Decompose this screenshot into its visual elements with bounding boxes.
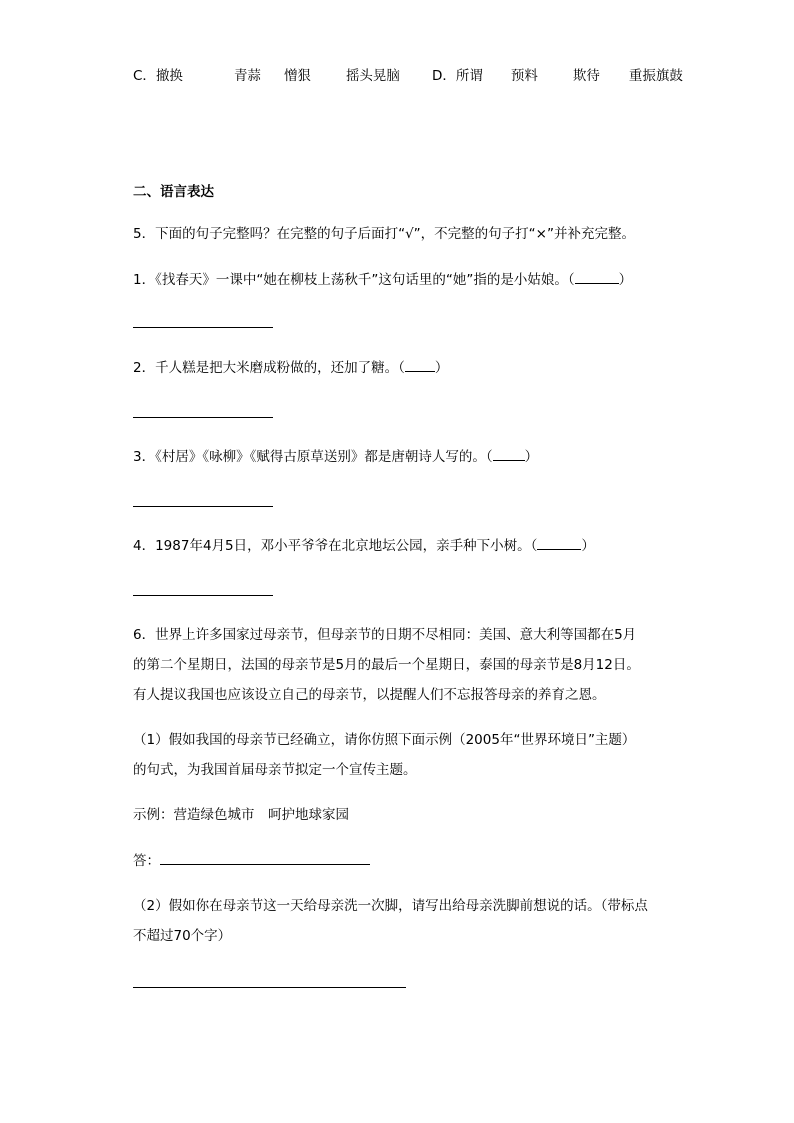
answer-label: 答： xyxy=(133,853,160,869)
option-d-word: 重振旗鼓 xyxy=(628,68,683,84)
item-close-paren: ） xyxy=(434,360,449,376)
sub-question-1: （1）假如我国的母亲节已经确立，请你仿照下面示例（2005年“世界环境日”主题） xyxy=(133,732,636,748)
item-text: 3．《村居》《咏柳》《赋得古原草送别》都是唐朝诗人写的。（ xyxy=(133,449,493,465)
option-d-word: 所谓 xyxy=(455,68,483,84)
option-c-word: 憎狠 xyxy=(283,68,311,84)
judgement-blank[interactable] xyxy=(575,269,619,284)
judgement-blank[interactable] xyxy=(537,535,581,550)
section-title: 二、语言表达 xyxy=(133,184,214,200)
option-d-word: 预料 xyxy=(510,68,538,84)
sub-question-1: 的句式，为我国首届母亲节拟定一个宣传主题。 xyxy=(133,762,417,778)
option-d-word: 欺待 xyxy=(572,68,600,84)
question-5-item-4 xyxy=(133,535,595,556)
judgement-blank[interactable] xyxy=(405,357,435,372)
answer-line[interactable] xyxy=(133,506,273,507)
question-6-text: 6．世界上许多国家过母亲节，但母亲节的日期不尽相同：美国、意大利等国都在5月 xyxy=(133,627,637,643)
example-text: 示例：营造绿色城市 呵护地球家园 xyxy=(133,807,349,823)
option-d-label: D． xyxy=(431,68,456,84)
question-6-text: 的第二个星期日，法国的母亲节是5月的最后一个星期日，泰国的母亲节是8月12日。 xyxy=(133,657,640,673)
option-c-word: 青蒜 xyxy=(233,68,261,84)
question-6-text: 有人提议我国也应该设立自己的母亲节，以提醒人们不忘报答母亲的养育之恩。 xyxy=(133,687,606,703)
options-row xyxy=(133,66,683,86)
answer-input-line[interactable] xyxy=(160,850,370,865)
sub-question-2: 不超过70个字） xyxy=(133,928,232,944)
item-text: 2．千人糕是把大米磨成粉做的，还加了糖。（ xyxy=(133,360,405,376)
item-close-paren: ） xyxy=(581,538,595,554)
sub-question-2: （2）假如你在母亲节这一天给母亲洗一次脚，请写出给母亲洗脚前想说的话。（带标点 xyxy=(133,898,648,914)
option-c-label: C． xyxy=(133,68,156,84)
answer-line[interactable] xyxy=(133,595,273,596)
question-5-item-3 xyxy=(133,446,538,467)
judgement-blank[interactable] xyxy=(493,446,525,461)
item-text: 4．1987年4月5日，邓小平爷爷在北京地坛公园，亲手种下小树。（ xyxy=(133,538,538,554)
answer-line[interactable] xyxy=(133,987,406,988)
item-close-paren: ） xyxy=(618,272,633,288)
question-5-item-2 xyxy=(133,357,448,378)
answer-row xyxy=(133,850,370,871)
question-5-item-1 xyxy=(133,269,632,290)
option-c-word: 撤换 xyxy=(155,68,183,84)
answer-line[interactable] xyxy=(133,417,273,418)
question-5-prompt: 5．下面的句子完整吗？在完整的句子后面打“√”，不完整的句子打“×”并补充完整。 xyxy=(133,226,635,242)
option-c-word: 摇头晃脑 xyxy=(345,68,400,84)
item-text: 1．《找春天》一课中“她在柳枝上荡秋千”这句话里的“她”指的是小姑娘。（ xyxy=(133,272,575,288)
answer-line[interactable] xyxy=(133,327,273,328)
item-close-paren: ） xyxy=(524,449,539,465)
